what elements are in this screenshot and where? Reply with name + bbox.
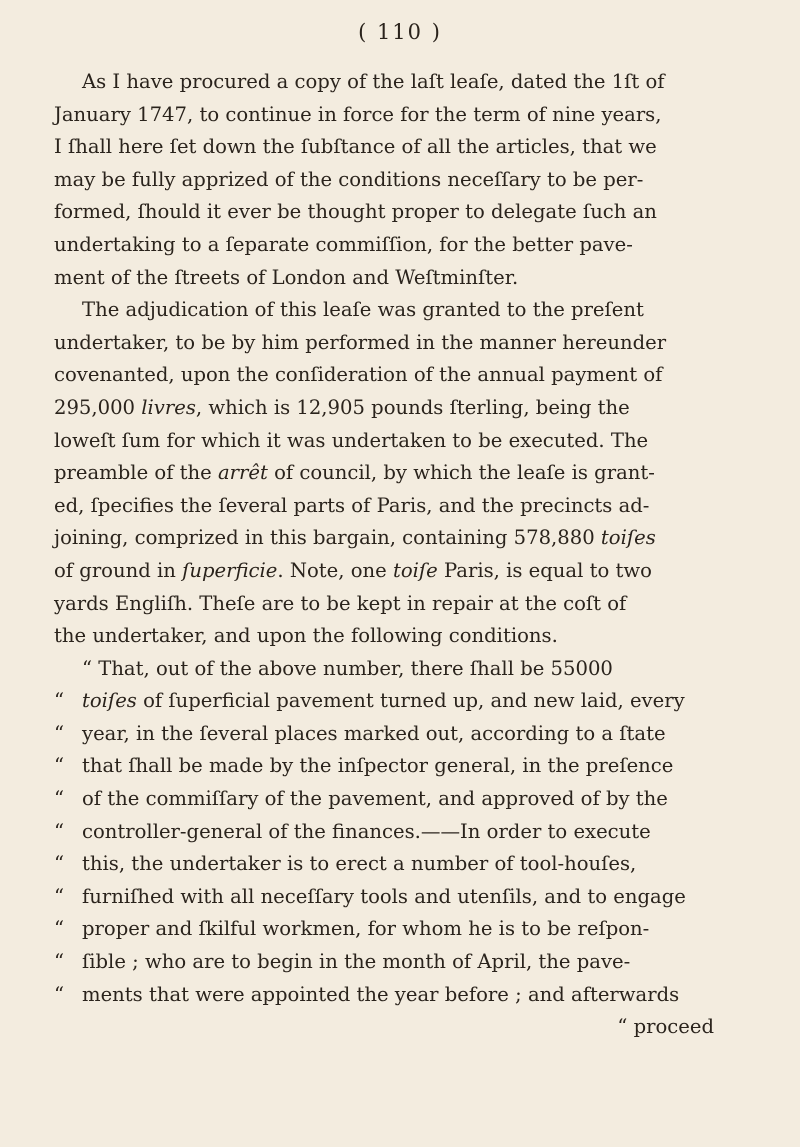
quote-mark: “	[54, 950, 65, 974]
line-text: this, the undertaker is to erect a number of tool-houſes,	[82, 852, 637, 876]
italic-term: arrêt	[218, 461, 268, 485]
line-text: furniſhed with all neceſſary tools and utenſils, and to engage	[82, 884, 686, 908]
text-line	[54, 783, 754, 816]
line-text: ment of the ſtreets of London and Weſtminſter.	[54, 265, 519, 289]
line-text: formed, ſhould it ever be thought proper to delegate ſuch an	[54, 200, 657, 224]
text-line	[54, 164, 754, 197]
quote-mark: “	[54, 754, 65, 778]
line-text: of ſuperficial pavement turned up, and new laid, every	[136, 689, 685, 713]
text-line	[54, 946, 754, 979]
text-line	[54, 457, 754, 490]
text-line	[54, 131, 754, 164]
text-line	[54, 620, 754, 653]
line-text: joining, comprized in this bargain, containing 578,880	[54, 526, 601, 550]
italic-term: toiſes	[600, 526, 656, 550]
line-text: The adjudication of this leaſe was granted to the preſent	[82, 298, 644, 322]
text-line	[54, 262, 754, 295]
line-text: ſible ; who are to begin in the month of April, the pave-	[82, 950, 631, 974]
text-line	[54, 848, 754, 881]
text-line	[54, 359, 754, 392]
text-line	[54, 718, 754, 751]
line-text: “ That, out of the above number, there ſhall be 55000	[82, 656, 613, 680]
text-line	[54, 229, 754, 262]
text-line	[54, 750, 754, 783]
text-line	[54, 816, 754, 849]
quote-mark: “	[54, 819, 65, 843]
line-text: 295,000	[54, 395, 142, 419]
italic-term: ſuperficie	[182, 558, 278, 582]
line-text: controller-general of the finances.——In order to execute	[82, 819, 651, 843]
catchword: “ proceed	[617, 1015, 714, 1039]
text-line	[54, 913, 754, 946]
line-text: January 1747, to continue in force for the term of nine years,	[54, 102, 662, 126]
line-text: year, in the ſeveral places marked out, according to a ſtate	[82, 721, 666, 745]
quote-mark: “	[54, 689, 65, 713]
italic-term: toiſes	[82, 689, 137, 713]
line-text: that ſhall be made by the inſpector general, in the preſence	[82, 754, 674, 778]
line-text: of the commiſſary of the pavement, and approved of by the	[82, 787, 668, 811]
line-text: covenanted, upon the conſideration of the annual payment of	[54, 363, 663, 387]
line-text: undertaker, to be by him performed in the manner hereunder	[54, 330, 667, 354]
text-line	[54, 588, 754, 621]
text-line	[54, 294, 754, 327]
line-text: , which is 12,905 pounds ſterling, being the	[195, 395, 630, 419]
line-text: preamble of the	[54, 461, 218, 485]
quote-mark: “	[54, 787, 65, 811]
line-text: loweſt ſum for which it was undertaken to be executed. The	[54, 428, 649, 452]
line-text: the undertaker, and upon the following conditions.	[54, 624, 558, 648]
text-line	[54, 881, 754, 914]
quote-mark: “	[54, 852, 65, 876]
line-text: of council, by which the leaſe is grant-	[267, 461, 655, 485]
text-line	[54, 522, 754, 555]
text-line	[54, 66, 754, 99]
line-text: . Note, one	[277, 558, 393, 582]
line-text: ments that were appointed the year before ; and afterwards	[82, 982, 680, 1006]
text-line	[54, 425, 754, 458]
line-text: of ground in	[54, 558, 183, 582]
text-line	[54, 685, 754, 718]
italic-term: livres	[141, 395, 196, 419]
line-text: Paris, is equal to two	[437, 558, 652, 582]
line-text: I ſhall here ſet down the ſubſtance of all the articles, that we	[54, 135, 657, 159]
page-number: ( 110 )	[358, 20, 442, 44]
quote-mark: “	[54, 721, 65, 745]
page-body	[54, 66, 754, 1044]
text-line	[54, 392, 754, 425]
line-text: As I have procured a copy of the laſt leaſe, dated the 1ſt of	[82, 70, 665, 93]
text-line	[54, 196, 754, 229]
quote-mark: “	[54, 917, 65, 941]
quote-mark: “	[54, 982, 65, 1006]
line-text: proper and ſkilful workmen, for whom he is to be reſpon-	[82, 917, 650, 941]
line-text: yards Engliſh. Theſe are to be kept in repair at the coſt of	[54, 591, 627, 615]
quote-mark: “	[54, 884, 65, 908]
text-line	[54, 653, 754, 686]
text-line	[54, 490, 754, 523]
italic-term: toiſe	[392, 558, 438, 582]
text-line	[54, 555, 754, 588]
text-line	[54, 327, 754, 360]
line-text: ed, ſpecifies the ſeveral parts of Paris, and the precincts ad-	[54, 493, 650, 517]
line-text: undertaking to a ſeparate commiſſion, for the better pave-	[54, 232, 633, 256]
text-line	[54, 979, 754, 1012]
line-text: may be fully apprized of the conditions neceſſary to be per-	[54, 167, 644, 191]
text-line	[54, 99, 754, 132]
